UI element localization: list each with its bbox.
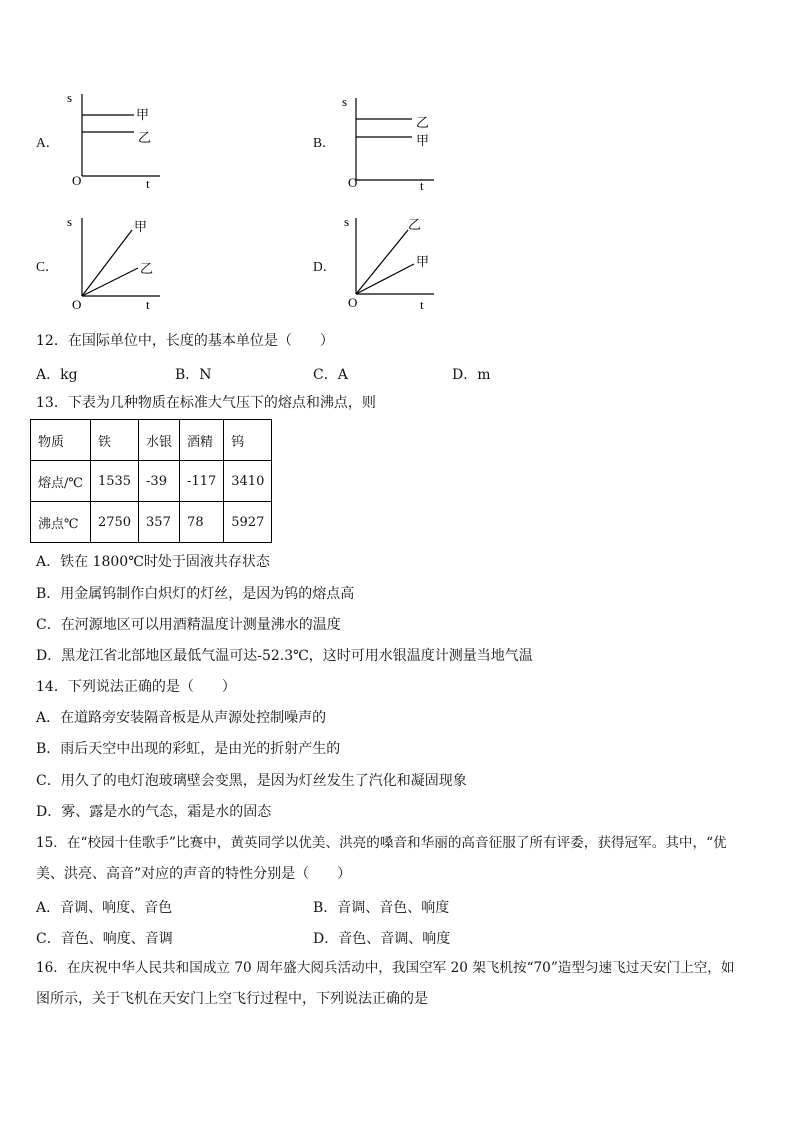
table-cell: -117	[180, 461, 224, 502]
axis-s-label: s	[342, 94, 348, 109]
origin-label: O	[72, 297, 82, 312]
line-jia	[82, 230, 132, 296]
graph-a	[62, 88, 172, 190]
line1-label: 乙	[408, 217, 422, 232]
graph-d	[336, 212, 446, 314]
table-row	[31, 502, 272, 543]
axis-t-label: t	[420, 178, 424, 193]
table-cell: 357	[139, 502, 180, 543]
option-a-label: A．	[36, 135, 60, 150]
line-yi	[356, 230, 408, 294]
table-cell: 78	[180, 502, 224, 543]
table-row	[31, 461, 272, 502]
table-cell: 水银	[139, 420, 180, 461]
q12-option-d: D．m	[452, 367, 491, 383]
option-d-label: D．	[313, 259, 337, 274]
q16-stem-line1: 16．在庆祝中华人民共和国成立 70 周年盛大阅兵活动中，我国空军 20 架飞机按“70”造型匀速飞过天安门上空，如	[36, 960, 735, 976]
table-cell: 钨	[224, 420, 272, 461]
line2-label: 乙	[138, 130, 152, 145]
q16-stem-line2: 图所示，关于飞机在天安门上空飞行过程中，下列说法正确的是	[36, 991, 428, 1007]
q14-option-d: D．雾、露是水的气态，霜是水的固态	[36, 804, 272, 820]
axis-t-label: t	[146, 297, 150, 312]
q13-stem: 13．下表为几种物质在标准大气压下的熔点和沸点，则	[36, 395, 376, 411]
q12-option-a: A．kg	[36, 367, 78, 383]
line2-label: 甲	[416, 254, 430, 269]
origin-label: O	[348, 295, 358, 310]
q12-stem: 12．在国际单位中，长度的基本单位是（ ）	[36, 333, 334, 349]
line2-label: 甲	[416, 133, 430, 148]
q13-option-d: D．黑龙江省北部地区最低气温可达-52.3℃，这时可用水银温度计测量当地气温	[36, 648, 533, 664]
line-jia	[356, 264, 414, 294]
graph-b	[336, 92, 446, 194]
line1-label: 甲	[134, 219, 148, 234]
axis-t-label: t	[146, 176, 150, 190]
line2-label: 乙	[140, 261, 154, 276]
q14-option-a: A．在道路旁安装隔音板是从声源处控制噪声的	[36, 710, 327, 726]
option-b-label: B．	[313, 135, 336, 150]
q12-option-b: B．N	[175, 367, 212, 383]
axis-s-label: s	[344, 214, 350, 229]
q14-stem: 14．下列说法正确的是（ ）	[36, 679, 236, 695]
axis-s-label: s	[67, 214, 73, 229]
table-cell: 5927	[224, 502, 272, 543]
axis-s-label: s	[67, 90, 73, 105]
table-cell: 酒精	[180, 420, 224, 461]
q15-option-d: D．音色、音调、响度	[313, 931, 451, 947]
table-cell: 2750	[90, 502, 138, 543]
line1-label: 乙	[416, 115, 430, 130]
q13-option-b: B．用金属钨制作白炽灯的灯丝，是因为钨的熔点高	[36, 586, 355, 602]
q15-option-b: B．音调、音色、响度	[313, 900, 450, 916]
q13-option-c: C．在河源地区可以用酒精温度计测量沸水的温度	[36, 617, 341, 633]
origin-label: O	[348, 175, 358, 190]
q15-stem-line2: 美、洪亮、高音”对应的声音的特性分别是（ ）	[36, 866, 352, 882]
option-c-label: C．	[36, 259, 59, 274]
table-cell: -39	[139, 461, 180, 502]
origin-label: O	[72, 173, 82, 188]
q13-option-a: A．铁在 1800℃时处于固液共存状态	[36, 554, 270, 570]
q14-option-c: C．用久了的电灯泡玻璃壁会变黑，是因为灯丝发生了汽化和凝固现象	[36, 773, 467, 789]
table-cell: 铁	[90, 420, 138, 461]
q15-stem-line1: 15．在“校园十佳歌手”比赛中，黄英同学以优美、洪亮的嗓音和华丽的高音征服了所有评委，获得冠军。其中，“优	[36, 835, 727, 851]
table-cell: 1535	[90, 461, 138, 502]
q14-option-b: B．雨后天空中出现的彩虹，是由光的折射产生的	[36, 741, 341, 757]
q15-option-a: A．音调、响度、音色	[36, 900, 173, 916]
line-yi	[82, 268, 138, 296]
table-cell: 3410	[224, 461, 272, 502]
melting-boiling-table	[30, 419, 272, 543]
table-header-row	[31, 420, 272, 461]
graph-c	[62, 212, 172, 314]
q12-option-c: C．A	[313, 367, 348, 383]
axis-t-label: t	[420, 297, 424, 312]
table-cell: 沸点℃	[31, 502, 91, 543]
table-cell: 熔点/℃	[31, 461, 91, 502]
line1-label: 甲	[136, 107, 150, 122]
table-cell: 物质	[31, 420, 91, 461]
q15-option-c: C．音色、响度、音调	[36, 931, 173, 947]
